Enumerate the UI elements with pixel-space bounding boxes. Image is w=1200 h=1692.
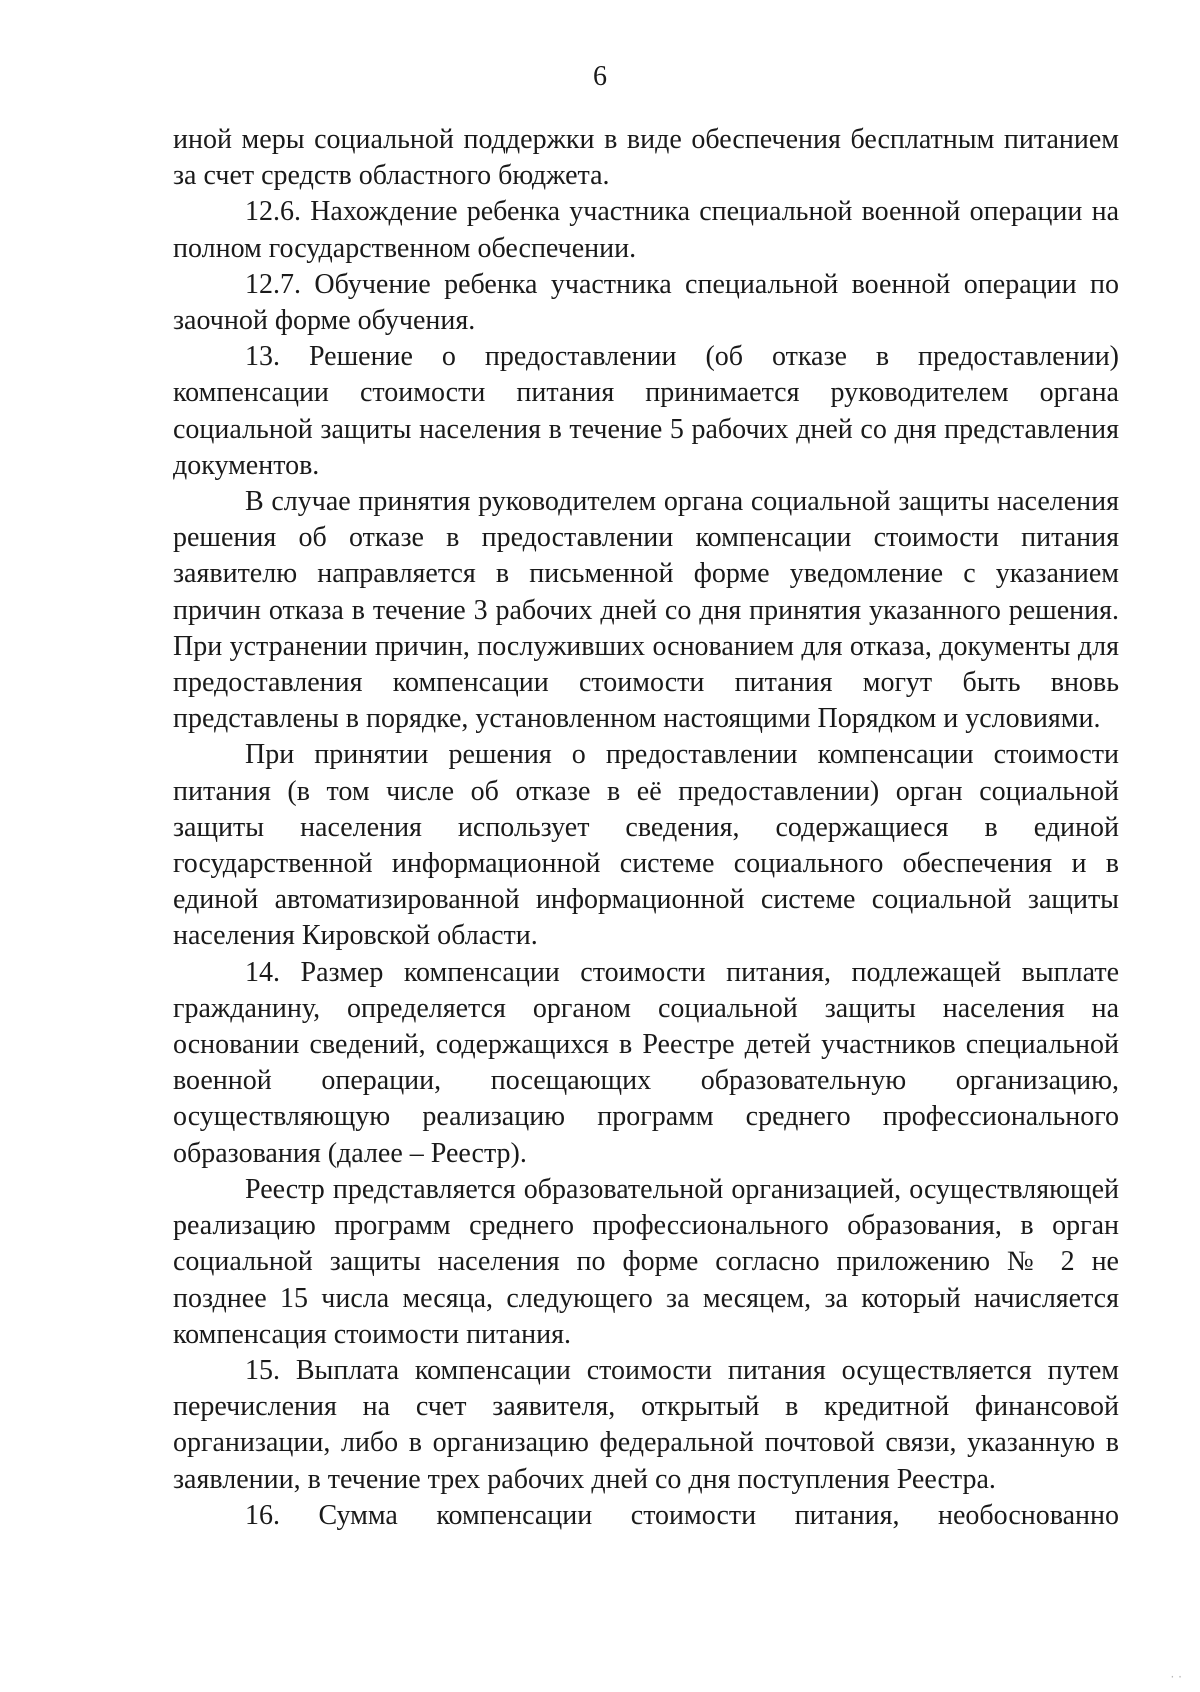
paragraph-registry-submission: Реестр представляется образовательной организацией, осуществляющей реализацию программ среднего профессионального образования, в орган социальной защиты населения по форме согласно приложению № 2 не позднее 15 числа месяца, следующего за месяцем, за который начисляется компенсация стоимости питания. xyxy=(173,1173,1119,1350)
paragraph-continuation: иной меры социальной поддержки в виде обеспечения бесплатным питанием за счет средств областного бюджета. xyxy=(173,124,1119,192)
page-number: 6 xyxy=(593,61,607,92)
paragraph-12-6: 12.6. Нахождение ребенка участника специальной военной операции на полном государственном обеспечении. xyxy=(173,196,1119,264)
paragraph-16: 16. Сумма компенсации стоимости питания, необоснованно xyxy=(245,1499,1119,1531)
paragraph-14: 14. Размер компенсации стоимости питания, подлежащей выплате гражданину, определяется органом социальной защиты населения на основании сведений, содержащихся в Реестре детей участников специальной военной операции, посещающих образовательную организацию, осуществляющую реализацию программ среднего профессионального образования (далее – Реестр). xyxy=(173,956,1119,1169)
paragraph-refusal-case: В случае принятия руководителем органа социальной защиты населения решения об отказе в предоставлении компенсации стоимости питания заявителю направляется в письменной форме уведомление с указанием причин отказа в течение 3 рабочих дней со дня принятия указанного решения. При устранении причин, послуживших основанием для отказа, документы для предоставления компенсации стоимости питания могут быть вновь представлены в порядке, установленном настоящими Порядком и условиями. xyxy=(173,486,1119,735)
paragraph-15: 15. Выплата компенсации стоимости питания осуществляется путем перечисления на счет заявителя, открытый в кредитной финансовой организации, либо в организацию федеральной почтовой связи, указанную в заявлении, в течение трех рабочих дней со дня поступления Реестра. xyxy=(173,1354,1119,1495)
paragraph-12-7: 12.7. Обучение ребенка участника специальной военной операции по заочной форме обучения. xyxy=(173,268,1119,337)
paragraph-decision-data-sources: При принятии решения о предоставлении компенсации стоимости питания (в том числе об отказе в её предоставлении) орган социальной защиты населения использует сведения, содержащиеся в единой государственной информационной системе социального обеспечения и в единой автоматизированной информационной системе социальной защиты населения Кировской области. xyxy=(173,739,1119,952)
scan-corner-mark: · · xyxy=(1170,1670,1182,1684)
paragraph-13: 13. Решение о предоставлении (об отказе в предоставлении) компенсации стоимости питания принимается руководителем органа социальной защиты населения в течение 5 рабочих дней со дня представления документов. xyxy=(173,341,1119,481)
document-body xyxy=(173,122,1119,1534)
